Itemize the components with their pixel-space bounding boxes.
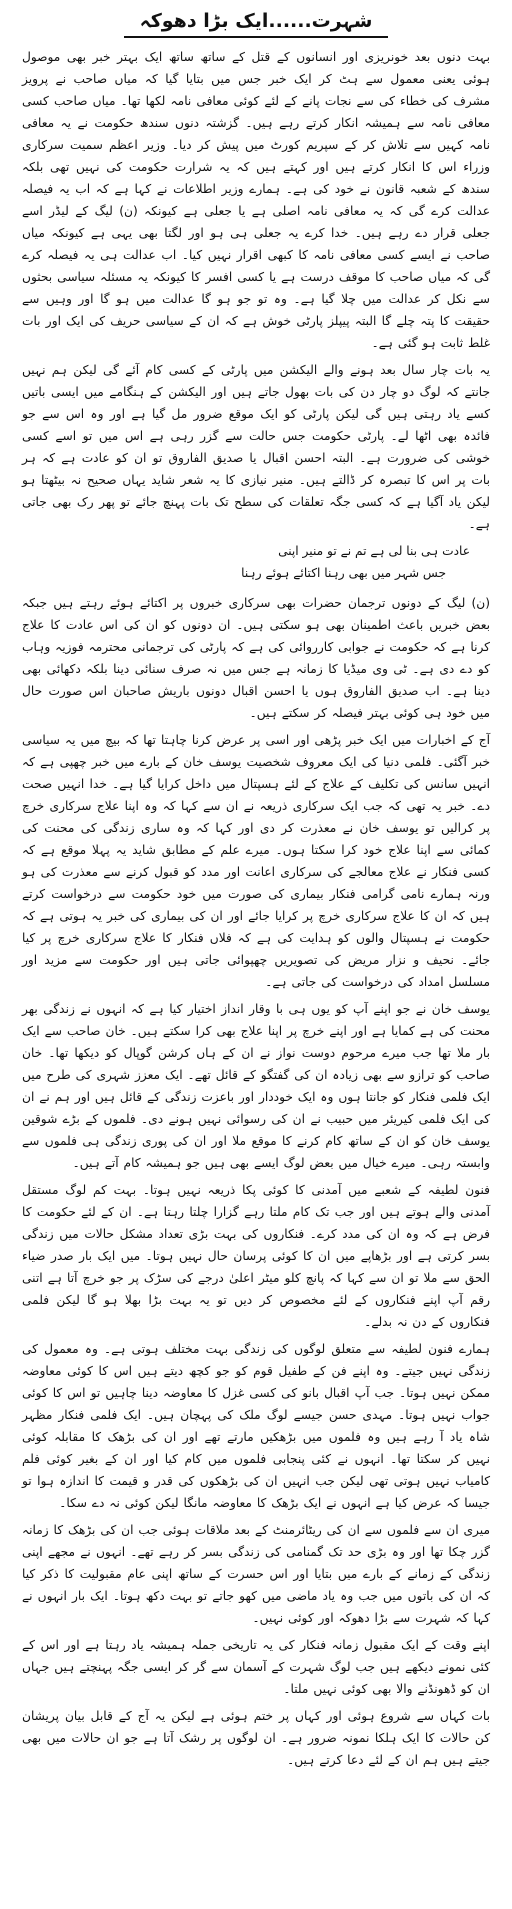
article-title: شہرت......ایک بڑا دھوکہ (124, 8, 389, 38)
paragraph-6: فنون لطیفہ کے شعبے میں آمدنی کا کوئی پکا ذریعہ نہیں ہوتا۔ بہت کم لوگ مستقل آمدنی والے ہوتے ہیں اور جب تک کام ملتا رہے گزارا چلتا رہتا ہے۔ ان کے لئے حکومت کا فرض ہے کہ وہ ان کی مدد کرے۔ فنکاروں کی بہت بڑی تعداد مشکل حالات میں زندگی بسر کرتی ہے اور بڑھاپے میں ان کا کوئی پرسان حال نہیں ہوتا۔ میں ایک بار صدر ضیاء الحق سے ملا تو ان سے کہا کہ پانچ کلو میٹر اعلیٰ درجے کی سڑک پر جو خرچ آتا ہے اتنی رقم آپ اپنے فنکاروں کے لئے مخصوص کر دیں تو یہ بہت بڑا بھلا ہو گا لیکن فلمی فنکاروں کے دن نہ بدلے۔ (22, 1183, 490, 1329)
paragraph-2: یہ بات چار سال بعد ہونے والے الیکشن میں پارٹی کے کسی کام آئے گی لیکن ہم نہیں جانتے کہ لوگ دو چار دن کی بات بھول جاتے ہیں اور الیکشن کے ہنگامے میں ایسی باتیں کسے یاد رہتی ہیں گی لیکن پارٹی کو ایک موقع ضرور مل گیا ہے اور وہ اس سے جو فائدہ بھی اٹھا لے۔ پارٹی حکومت جس حالت سے گزر رہی ہے اس میں تو اسے کسی خوشی کی ضرورت ہے۔ البتہ احسن اقبال یا صدیق الفاروق تو ان کو عادت ہے کہ ہر بات پر اس کا تبصرہ کر ڈالتے ہیں۔ منیر نیازی کا یہ شعر شاید یہاں صحیح نہ بیٹھتا ہو لیکن یاد آگیا ہے کہ کسی جگہ تعلقات کی سطح تک بات پہنچ جائے تو پھر رک بھی جاتی ہے۔ (22, 363, 490, 531)
verse-line-1: عادت ہی بنا لی ہے تم نے تو منیر اپنی (278, 544, 470, 558)
paragraph-10: بات کہاں سے شروع ہوئی اور کہاں پر ختم ہوئی ہے لیکن یہ آج کے قابل بیان پریشان کن حالات کا ایک ہلکا نمونہ ضرور ہے۔ ان لوگوں پر رشک آتا ہے جو ان حالات میں بھی جیتے ہیں ہم ان کے لئے دعا کرتے ہیں۔ (22, 1709, 490, 1767)
verse-line-2: جس شہر میں بھی رہنا اکتائے ہوئے رہنا (241, 566, 446, 580)
paragraph-1: بہت دنوں بعد خونریزی اور انسانوں کے قتل کے ساتھ ساتھ ایک بہتر خبر بھی موصول ہوئی یعنی معمول سے ہٹ کر ایک خبر جس میں بتایا گیا کہ میاں صاحب نے پرویز مشرف کی خطاء کی سے نجات پانے کے لئے کوئی معافی نامہ لکھا تھا۔ میاں صاحب کسی معافی نامہ سے ہمیشہ انکار کرتے رہے ہیں۔ گزشتہ دنوں سندھ حکومت نے یہ معافی نامہ کہیں سے تلاش کر کے سپریم کورٹ میں پیش کر دیا۔ وزیر اعظم سمیت سرکاری وزراء اس کا انکار کرتے ہیں اور کہتے ہیں کہ یہ شرارت حکومت کی نہیں تھی بلکہ سندھ کے شعبہ قانون نے خود کی ہے۔ ہمارے وزیر اطلاعات نے کہا ہے کہ اب یہ فیصلہ عدالت کرے گی کہ یہ معافی نامہ اصلی ہے یا جعلی ہے کیونکہ (ن) لیگ کے لیڈر اسے جعلی قرار دے رہے ہیں۔ خدا کرے یہ جعلی ہی ہو اور لگتا بھی یہی ہے کیونکہ میاں صاحب نے ایسے کسی معافی نامہ کا کبھی اقرار نہیں کیا۔ اب عدالت ہی یہ فیصلہ کرے گی کہ میاں صاحب کا موقف درست ہے یا کسی افسر کا کیونکہ یہ مسئلہ سیاسی بحثوں سے نکل کر عدالت میں چلا گیا ہے۔ وہ تو جو ہو گا عدالت میں ہو گا اور وہیں سے حقیقت کا پتہ چلے گا البتہ پیپلز پارٹی خوش ہے کہ ان کے سیاسی حریف کی ایک اور بات غلط ثابت ہو گئی ہے۔ (22, 50, 490, 350)
poetry-couplet (22, 540, 490, 584)
paragraph-7: ہمارے فنون لطیفہ سے متعلق لوگوں کی زندگی بہت مختلف ہوتی ہے۔ وہ معمول کی زندگی نہیں جیتے۔ وہ اپنے فن کے طفیل قوم کو جو کچھ دیتے ہیں اس کا کوئی معاوضہ ممکن نہیں ہوتا۔ جب آپ اقبال بانو کی کسی غزل کا معاوضہ دینا چاہیں تو اس کا کوئی جواب نہیں ہوتا۔ مہدی حسن جیسے لوگ ملک کی پہچان ہیں۔ ایک فلمی فنکار مظہر شاہ یاد آ رہے ہیں وہ فلموں میں بڑھکیں مارتے تھے اور ان کی بڑھک کا مقابلہ کوئی نہیں کر سکتا تھا۔ انہوں نے کئی پنجابی فلموں میں کام کیا اور ان کے بغیر کوئی فلم کامیاب نہیں ہوتی تھی لیکن جب انہیں ان کی بڑھکوں کی قدر و قیمت کا اندازہ ہوا تو جیسا کہ عرض کیا ہے انہوں نے ایک بڑھک کا معاوضہ مانگا لیکن کوئی نہ دے سکا۔ (22, 1342, 490, 1510)
article-header (22, 8, 490, 38)
paragraph-8: میری ان سے فلموں سے ان کی ریٹائرمنٹ کے بعد ملاقات ہوئی جب ان کی بڑھک کا زمانہ گزر چکا تھا اور وہ بڑی حد تک گمنامی کی زندگی بسر کر رہے تھے۔ انہوں نے مجھے اپنی زندگی کے زمانے کے بارے میں بتایا اور اس حسرت کے ساتھ اپنی عام مقبولیت کا ذکر کیا کہ ان کی باتوں میں جب وہ یاد ماضی میں کھو جاتے تو بہت دکھ ہوتا۔ ایک بار انہوں نے کہا کہ شہرت سے بڑا دھوکہ اور کوئی نہیں۔ (22, 1523, 490, 1625)
paragraph-9: اپنے وقت کے ایک مقبول زمانہ فنکار کی یہ تاریخی جملہ ہمیشہ یاد رہتا ہے اور اس کے کئی نمونے دیکھے ہیں جب لوگ شہرت کے آسمان سے گر کر ایسی جگہ پہنچتے ہیں جہاں ان کو ڈھونڈنے والا بھی کوئی نہیں ملتا۔ (22, 1638, 490, 1696)
paragraph-5: یوسف خان نے جو اپنے آپ کو یوں ہی با وقار انداز اختیار کیا ہے کہ انہوں نے زندگی بھر محنت کی ہے کمایا ہے اور اپنے خرچ پر اپنا علاج بھی کرا سکتے ہیں۔ خان صاحب سے ایک بار ملا تھا جب میرے مرحوم دوست نواز نے ان کے ہاں کرشن گوپال کو دیکھا تھا۔ خان صاحب کو ترازو سے بھی زیادہ ان کی گفتگو کے قائل تھے۔ ایک معزز شہری کی طرح میں ایک فلمی فنکار کو جانتا ہوں وہ ایک خوددار اور باعزت زندگی کے قائل ہیں اور ہم نے ان کی ایک فلمی کیریئر میں حبیب نے ان کی رسوائی نہیں ہونے دی۔ فلموں کے بڑے شوقین یوسف خان کو ان کے ساتھ کام کرنے کا موقع ملا اور ان کی پوری زندگی ہی فلموں سے وابستہ رہی۔ میرے خیال میں بعض لوگ ایسے بھی ہیں جو ہمیشہ کام آتے ہیں۔ (22, 1002, 490, 1170)
paragraph-4: آج کے اخبارات میں ایک خبر پڑھی اور اسی پر عرض کرنا چاہتا تھا کہ بیچ میں یہ سیاسی خبر آگئی۔ فلمی دنیا کی ایک معروف شخصیت یوسف خان کے بارے میں خبر چھپی ہے کہ انہیں سانس کی تکلیف کے علاج کے لئے ہسپتال میں داخل کرایا گیا ہے۔ خدا انہیں صحت دے۔ خبر یہ تھی کہ جب ایک سرکاری ذریعہ نے ان سے کہا کہ وہ اپنا علاج سرکاری خرچ پر کرالیں تو یوسف خان نے معذرت کر دی اور کہا کہ وہ ساری زندگی کی محنت کی کمائی سے اپنا علاج خود کرا سکتا ہوں۔ میرے علم کے مطابق شاید یہ پہلا موقع ہے کہ کسی فنکار نے علاج معالجے کی سرکاری اعانت اور مدد کو قبول کرنے سے معذرت کی ہو ورنہ ہمارے نامی گرامی فنکار بیماری کی صورت میں خود حکومت سے درخواست کرتے ہیں کہ ان کا علاج سرکاری خرچ پر کرایا جائے اور ان کی بیماری کی خبر یہ ہوتی ہے کہ حکومت نے ہسپتال والوں کو ہدایت کی ہے کہ فلاں فنکار کا علاج سرکاری خرچ پر کیا جائے۔ نحیف و نزار مریض کی تصویریں چھپوائی جاتی ہیں اور حکومت سے مزید اور مسلسل امداد کی درخواست کی جاتی ہے۔ (22, 733, 490, 989)
paragraph-3: (ن) لیگ کے دونوں ترجمان حضرات بھی سرکاری خبروں پر اکتائے ہوئے رہتے ہیں جبکہ بعض خبریں باعث اطمینان بھی ہو سکتی ہیں۔ ان دونوں کو ان کی اس عادت کا علاج کرنا ہے کہ حکومت نے جوابی کارروائی کی ہے کہ پارٹی کی ترجمانی محترمہ فوزیہ وہاب کو دے دی ہے۔ ٹی وی میڈیا کا زمانہ ہے جس میں نہ صرف سنائی دینا بلکہ دکھائی بھی دینا ہے۔ اب صدیق الفاروق ہوں یا احسن اقبال دونوں باریش صاحبان اس صورت حال میں خود ہی کوئی بہتر فیصلہ کر سکتے ہیں۔ (22, 596, 490, 720)
